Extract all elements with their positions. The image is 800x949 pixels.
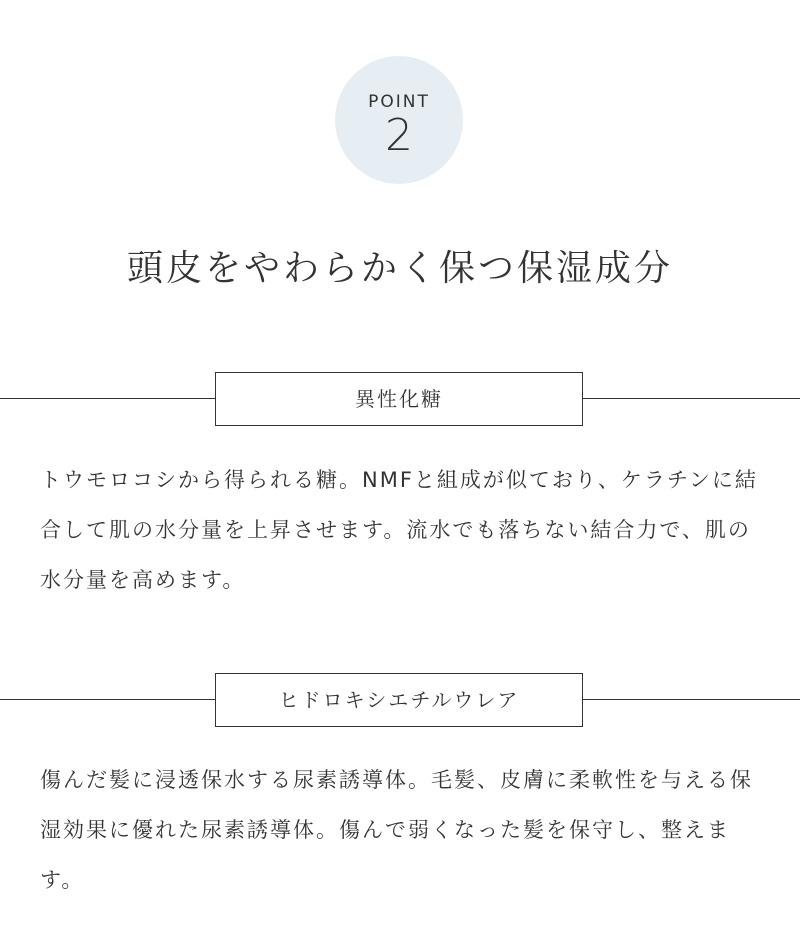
point-label: POINT	[368, 92, 430, 112]
point-badge	[335, 56, 463, 184]
point-number: 2	[385, 110, 413, 161]
headline-text: 頭皮をやわらかく保つ保湿成分	[126, 248, 673, 289]
section-2-title-box	[215, 673, 583, 727]
page-headline	[125, 243, 675, 295]
section-1-body: トウモロコシから得られる糖。NMFと組成が似ており、ケラチンに結合して肌の水分量を上昇させます。流水でも落ちない結合力で、肌の水分量を高めます。	[40, 468, 758, 592]
headline-wrap	[0, 243, 800, 295]
section-2-body: 傷んだ髪に浸透保水する尿素誘導体。毛髪、皮膚に柔軟性を与える保湿効果に優れた尿素誘導体。傷んで弱くなった髪を保守し、整えます。	[40, 768, 753, 892]
section-2-title: ヒドロキシエチルウレア	[278, 688, 520, 712]
section-1-title: 異性化糖	[355, 387, 443, 411]
section-1-title-box	[215, 372, 583, 426]
